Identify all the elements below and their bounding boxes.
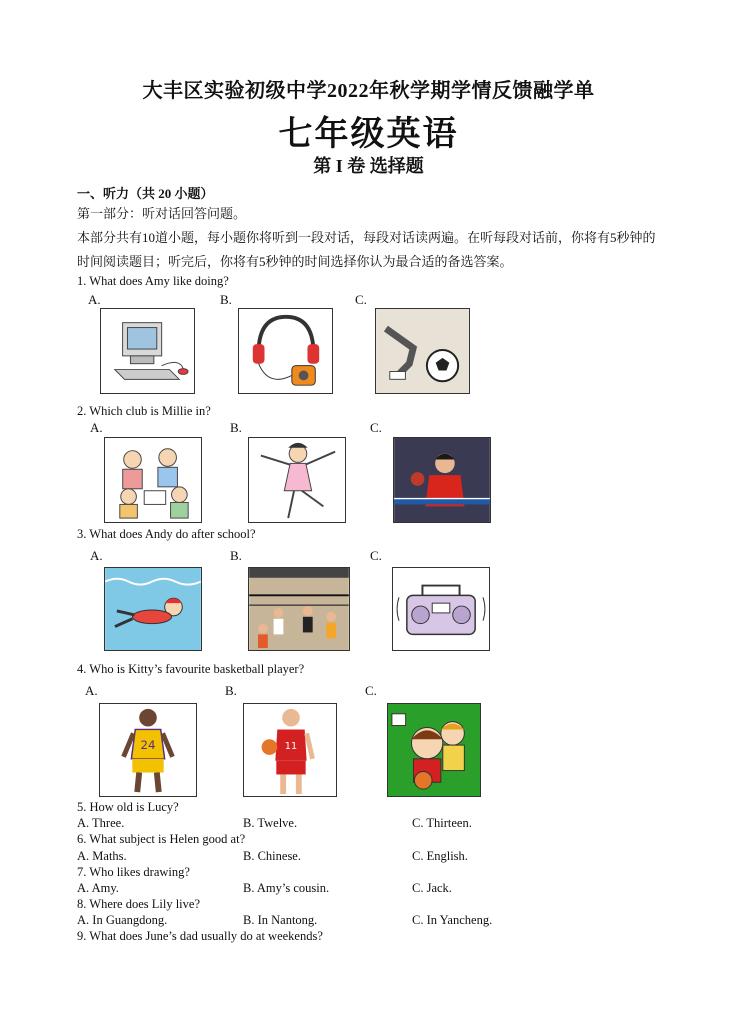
question-1: 1. What does Amy like doing? (77, 274, 229, 288)
part-one-title: 第一部分：听对话回答问题。 (77, 206, 247, 221)
q4-option-b-label: B. (225, 683, 237, 698)
radio-picture (392, 567, 490, 651)
q4-option-c-label: C. (365, 683, 377, 698)
svg-text:24: 24 (140, 738, 156, 753)
question-6: 6. What subject is Helen good at? (77, 832, 246, 846)
headphones-music-picture (238, 308, 333, 394)
player-24-picture (99, 703, 197, 797)
q2-option-c-label: C. (370, 420, 382, 435)
q6-option-a: A. Maths. (77, 849, 127, 863)
q5-option-a: A. Three. (77, 816, 125, 830)
q8-option-a: A. In Guangdong. (77, 913, 168, 927)
volume-title: 第 I 卷 选择题 (313, 156, 424, 176)
question-8: 8. Where does Lily live? (77, 897, 200, 911)
subject-title: 七年级英语 (278, 116, 459, 153)
football-kick-picture (375, 308, 470, 394)
question-7: 7. Who likes drawing? (77, 865, 190, 879)
question-4: 4. Who is Kitty’s favourite basketball player? (77, 662, 305, 676)
swimmer-picture (104, 567, 202, 651)
q8-option-c: C. In Yancheng. (412, 913, 493, 927)
q6-option-b: B. Chinese. (243, 849, 301, 863)
q4-option-a-label: A. (85, 683, 98, 698)
cartoon-basketball-picture (387, 703, 481, 797)
q3-option-a-label: A. (90, 548, 103, 563)
question-5: 5. How old is Lucy? (77, 800, 179, 814)
q3-option-c-label: C. (370, 548, 382, 563)
question-3: 3. What does Andy do after school? (77, 527, 256, 541)
q7-option-a: A. Amy. (77, 881, 119, 895)
q5-option-c: C. Thirteen. (412, 816, 472, 830)
svg-text:11: 11 (284, 741, 298, 753)
art-class-picture (104, 437, 202, 523)
q7-option-b: B. Amy’s cousin. (243, 881, 330, 895)
question-2: 2. Which club is Millie in? (77, 404, 211, 418)
dancer-picture (248, 437, 346, 523)
q5-option-b: B. Twelve. (243, 816, 298, 830)
table-tennis-picture (393, 437, 491, 523)
q3-option-b-label: B. (230, 548, 242, 563)
q1-option-b-label: B. (220, 292, 232, 307)
volleyball-picture (248, 567, 350, 651)
section-title: 一、听力（共 20 小题） (77, 186, 214, 201)
school-title: 大丰区实验初级中学2022年秋学期学情反馈融学单 (142, 80, 595, 102)
instructions: 本部分共有10道小题，每小题你将听到一段对话，每段对话读两遍。在听每段对话前，你将有5秒钟的时间阅读题目；听完后，你将有5秒钟的时间选择你认为最合适的备选答案。 (77, 230, 656, 269)
q7-option-c: C. Jack. (412, 881, 452, 895)
q1-option-a-label: A. (88, 292, 101, 307)
q8-option-b: B. In Nantong. (243, 913, 318, 927)
question-9: 9. What does June’s dad usually do at weekends? (77, 929, 323, 943)
q6-option-c: C. English. (412, 849, 468, 863)
player-11-picture (243, 703, 337, 797)
computer-picture (100, 308, 195, 394)
q1-option-c-label: C. (355, 292, 367, 307)
q2-option-a-label: A. (90, 420, 103, 435)
q2-option-b-label: B. (230, 420, 242, 435)
